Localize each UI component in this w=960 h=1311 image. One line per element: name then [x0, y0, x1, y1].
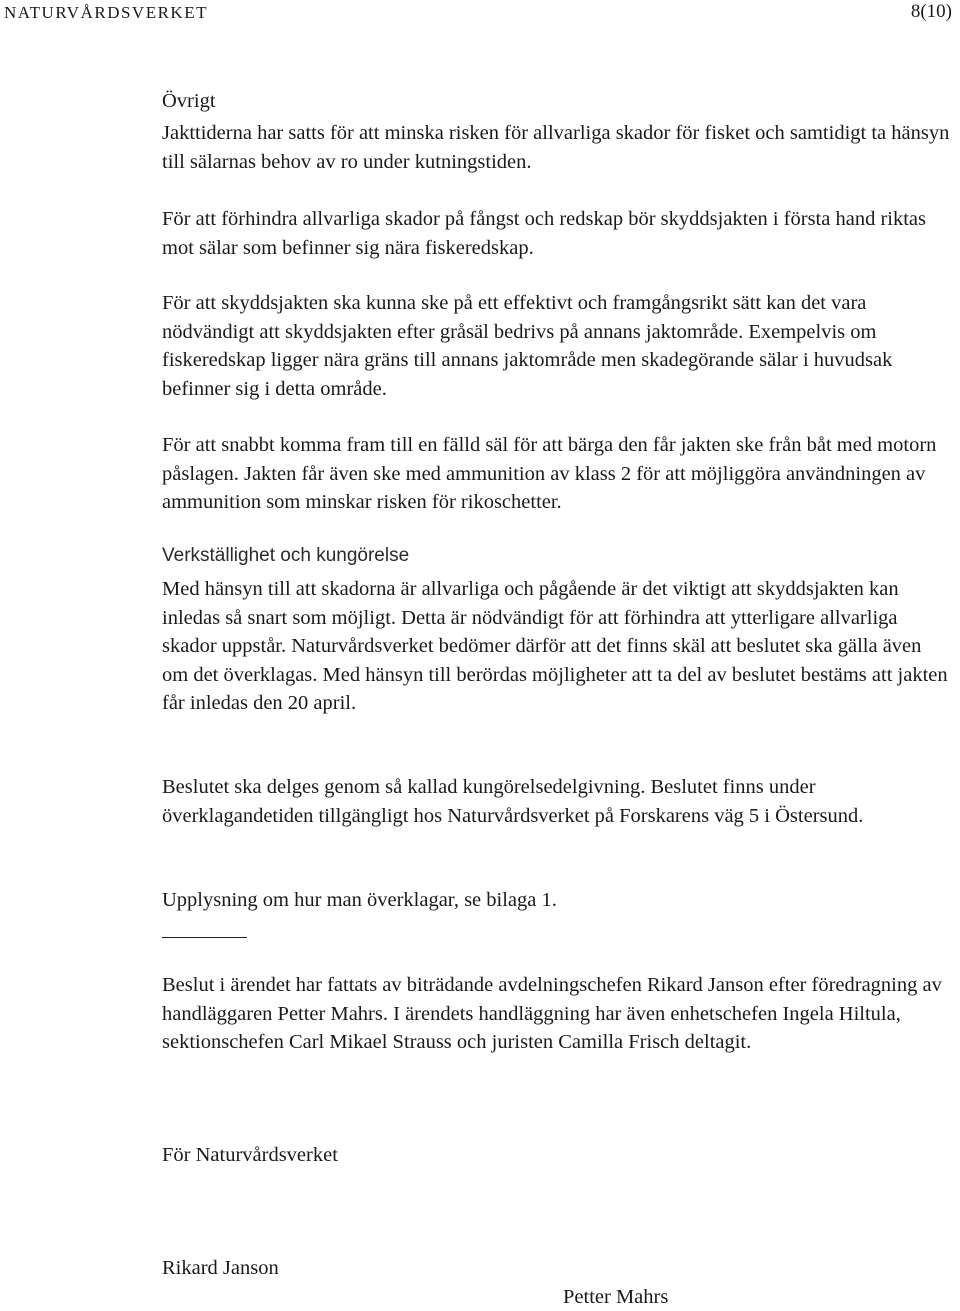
separator-line — [162, 937, 247, 938]
signer-name-1: Rikard Janson — [162, 1257, 279, 1279]
paragraph-text: För att skyddsjakten ska kunna ske på ett effektivt och framgångsrikt sätt kan det vara nödvändigt att skyddsjakten efter gråsäl bedrivs på annans jaktområde. Exempelvis om fiskeredskap ligger nära gräns till annans jaktområde men skadegörande sälar i huvudsak befinner sig i detta område. — [162, 292, 893, 400]
paragraph-forhindra-skador — [162, 205, 952, 262]
paragraph-text: För att förhindra allvarliga skador på fångst och redskap bör skyddsjakten i första hand riktas mot sälar som befinner sig nära fiskeredskap. — [162, 208, 926, 259]
paragraph-text: Jakttiderna har satts för att minska risken för allvarliga skador för fisket och samtidigt ta hänsyn till sälarnas behov av ro under kutningstiden. — [162, 122, 950, 173]
paragraph-text: För att snabbt komma fram till en fälld säl för att bärga den får jakten ske från båt med motorn påslagen. Jakten får även ske med ammunition av klass 2 för att möjliggöra användningen av ammunition som minskar risken för rikoschetter. — [162, 434, 937, 513]
paragraph-text: Upplysning om hur man överklagar, se bilaga 1. — [162, 889, 557, 911]
paragraph-verkstallighet — [162, 575, 952, 718]
section-heading-verkstallighet: Verkställighet och kungörelse — [162, 545, 410, 566]
paragraph-text: Beslutet ska delges genom så kallad kungörelsedelgivning. Beslutet finns under överklagandetiden tillgängligt hos Naturvårdsverket på Forskarens väg 5 i Östersund. — [162, 776, 864, 827]
paragraph-overklagande — [162, 886, 952, 915]
header-organization: NATURVÅRDSVERKET — [4, 3, 208, 22]
paragraph-jakttider — [162, 119, 952, 176]
page-number: 8(10) — [910, 1, 952, 22]
paragraph-kungorelse — [162, 773, 952, 830]
paragraph-bat-och-ammunition — [162, 431, 952, 517]
signer-name-2: Petter Mahrs — [563, 1286, 669, 1308]
signature-organization: För Naturvårdsverket — [162, 1144, 338, 1166]
section-heading-ovrigt: Övrigt — [162, 90, 216, 112]
paragraph-beslutsfattare — [162, 971, 952, 1057]
paragraph-text: Beslut i ärendet har fattats av biträdande avdelningschefen Rikard Janson efter föredragning av handläggaren Petter Mahrs. I ärendets handläggning har även enhetschefen Ingela Hiltula, sektionschefen Carl Mikael Strauss och juristen Camilla Frisch deltagit. — [162, 974, 942, 1053]
paragraph-text: Med hänsyn till att skadorna är allvarliga och pågående är det viktigt att skyddsjakten kan inledas så snart som möjligt. Detta är nödvändigt för att förhindra att ytterligare allvarliga skador uppstår. Naturvårdsverket bedömer därför att det finns skäl att beslutet ska gälla även om det överklagas. Med hänsyn till berördas möjligheter att ta del av beslutet bestäms att jakten får inledas den 20 april. — [162, 578, 948, 714]
paragraph-annans-jaktomrade — [162, 289, 952, 403]
